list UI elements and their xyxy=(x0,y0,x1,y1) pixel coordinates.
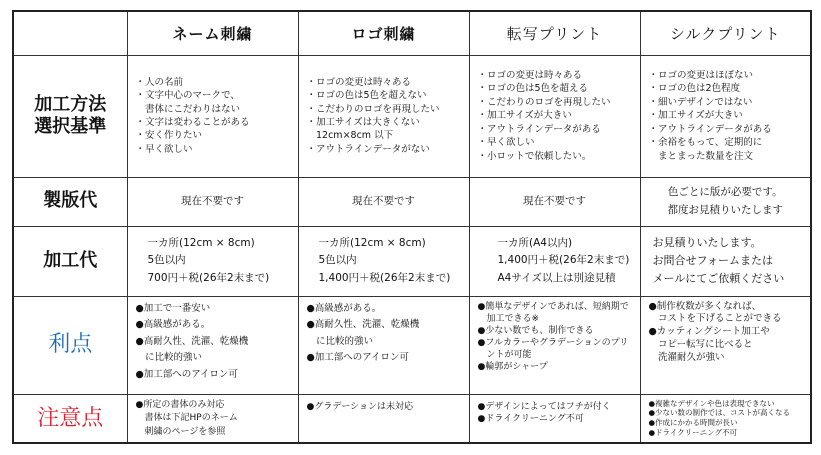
row-plate xyxy=(13,177,811,226)
row-label-merit: 利点 xyxy=(13,296,127,394)
row-caution xyxy=(13,394,811,443)
header-name-embroidery: ネーム刺繍 xyxy=(127,11,298,55)
cell-item: ・ロゴの変更はほぼない xyxy=(648,69,754,81)
row-method xyxy=(13,55,811,177)
cell-item: 一カ所(12cm × 8cm) xyxy=(147,237,255,250)
merit-cell xyxy=(298,296,469,394)
cell-item: ・ロゴの色は5色を超える xyxy=(477,83,589,95)
cost-cell xyxy=(298,226,469,296)
cell-item: ●加工で一番安い xyxy=(135,302,211,314)
cell-item: ・小ロットで依頼したい。 xyxy=(477,150,592,162)
cell-item: ●グラデーションは未対応 xyxy=(306,401,413,412)
cell-item: ●制作枚数が多くなれば、 コストを下げることができる xyxy=(648,300,782,325)
cell-item: ●高級感がある。 xyxy=(306,302,382,314)
cell-item: ●所定の書体のみ対応 書体は下記HPのネーム 刺繍のページを参照 xyxy=(135,399,238,437)
cell-item: ・こだわりのロゴを再現したい xyxy=(477,96,611,108)
method-cell xyxy=(640,55,811,177)
cell-item: ・ロゴの色は5色を超えない xyxy=(306,90,427,102)
cell-item: ●加工部へのアイロン可 xyxy=(306,352,409,364)
cell-item: ・細いデザインではない xyxy=(648,96,753,108)
cell-item: ・人の名前 xyxy=(135,76,184,88)
cell-item: ・ロゴの変更は時々ある xyxy=(306,76,412,88)
cell-item: 5色以内 xyxy=(318,254,357,267)
comparison-table xyxy=(12,10,812,444)
cell-item: ●少ない数の制作では、コストが高くなる xyxy=(648,408,791,418)
cell-item: 1,400円＋税(26年2末まで) xyxy=(318,271,451,284)
caution-cell xyxy=(298,394,469,443)
cell-item: ●フルカラーやグラデーションのプリ ントが可能 xyxy=(477,337,629,361)
cell-item: ●デザインによってはフチが付く xyxy=(477,401,611,412)
cell-item: ●高耐久性、洗濯、乾燥機 に比較的強い xyxy=(306,319,420,347)
caution-cell xyxy=(640,394,811,443)
cell-item: ●作成にかかる時間が長い xyxy=(648,418,738,427)
cell-item: ●輪郭がシャープ xyxy=(477,362,548,373)
cell-item: ●加工部へのアイロン可 xyxy=(135,369,238,380)
cell-item: ・アウトラインデータがない xyxy=(306,143,430,155)
cell-item: ●少ない数でも、制作できる xyxy=(477,325,594,336)
cell-item: ●カッティングシート加工や コピー転写に比べると 洗濯耐久が強い xyxy=(648,326,770,363)
cell-item: ・加工サイズが大きい xyxy=(477,110,572,122)
cell-item: 現在不要です xyxy=(181,194,244,207)
cell-item: ●簡単なデザインであれば、短納期で 加工できる※ xyxy=(477,301,629,324)
row-label-method: 加工方法 選択基準 xyxy=(13,55,127,177)
cost-cell xyxy=(127,226,298,296)
cell-item: ・ロゴの変更は時々ある xyxy=(477,69,583,81)
cell-item: ・早く欲しい xyxy=(477,137,535,149)
method-cell xyxy=(127,55,298,177)
cost-cell xyxy=(640,226,811,296)
merit-cell xyxy=(640,296,811,394)
method-cell xyxy=(469,55,640,177)
merit-cell xyxy=(127,296,298,394)
cell-item: ●複雑なデザインや色は表現できない xyxy=(648,398,775,408)
header-row xyxy=(13,11,811,55)
cell-item: ・アウトラインデータがある xyxy=(477,123,601,135)
cell-item: ●高級感がある。 xyxy=(135,319,211,331)
cell-item: ・文字中心のマークで、 書体にこだわりはない xyxy=(135,90,241,115)
cell-item: 現在不要です xyxy=(523,194,586,207)
row-merit xyxy=(13,296,811,394)
cell-item: ・文字は変わることがある xyxy=(135,117,250,128)
cell-item: ・加工サイズが大きい xyxy=(648,110,743,122)
cost-cell xyxy=(469,226,640,296)
cell-item: 1,400円＋税(26年2末まで) xyxy=(497,254,630,267)
cell-item: A4サイズ以上は別途見積 xyxy=(497,271,616,284)
cell-item: 都度お見積りいたします xyxy=(667,203,783,216)
cell-item: ・アウトラインデータがある xyxy=(648,123,772,135)
corner-cell xyxy=(13,11,127,55)
header-logo-embroidery: ロゴ刺繍 xyxy=(298,11,469,55)
cell-item: ●ドライクリーニング不可 xyxy=(648,427,738,437)
cell-item: お問合せフォームまたは xyxy=(652,253,773,267)
method-cell xyxy=(298,55,469,177)
cell-item: ・ロゴの色は2色程度 xyxy=(648,83,741,95)
cell-item: ・早く欲しい xyxy=(135,143,193,155)
cell-item: 色ごとに版が必要です。 xyxy=(667,186,783,199)
row-label-plate: 製版代 xyxy=(13,177,127,226)
header-silk-print: シルクプリント xyxy=(640,11,811,55)
cell-item: ・余裕をもって、定期的に まとまった数量を注文 xyxy=(648,137,763,162)
cell-item: ●ドライクリーニング不可 xyxy=(477,414,584,425)
cell-item: ・こだわりのロゴを再現したい xyxy=(306,103,440,115)
cell-item: 一カ所(A4以内) xyxy=(497,237,573,250)
caution-cell xyxy=(469,394,640,443)
header-transfer-print: 転写プリント xyxy=(469,11,640,55)
row-label-cost: 加工代 xyxy=(13,226,127,296)
cell-item: ・安く作りたい xyxy=(135,130,203,142)
cell-item: ●高耐久性、洗濯、乾燥機 に比較的強い xyxy=(135,335,249,364)
cell-item: お見積りいたします。 xyxy=(652,235,762,249)
plate-cell xyxy=(127,177,298,226)
cell-item: 5色以内 xyxy=(147,254,186,267)
merit-cell xyxy=(469,296,640,394)
cell-item: ・加工サイズは大きくない 12cm×8cm 以下 xyxy=(306,117,420,142)
row-cost xyxy=(13,226,811,296)
cell-item: メールにてご依頼ください xyxy=(652,272,785,286)
cell-item: 一カ所(12cm × 8cm) xyxy=(318,237,426,250)
plate-cell xyxy=(469,177,640,226)
plate-cell xyxy=(298,177,469,226)
cell-item: 700円＋税(26年2末まで) xyxy=(147,271,270,284)
row-label-caution: 注意点 xyxy=(13,394,127,443)
caution-cell xyxy=(127,394,298,443)
plate-cell xyxy=(640,177,811,226)
cell-item: 現在不要です xyxy=(352,194,415,207)
